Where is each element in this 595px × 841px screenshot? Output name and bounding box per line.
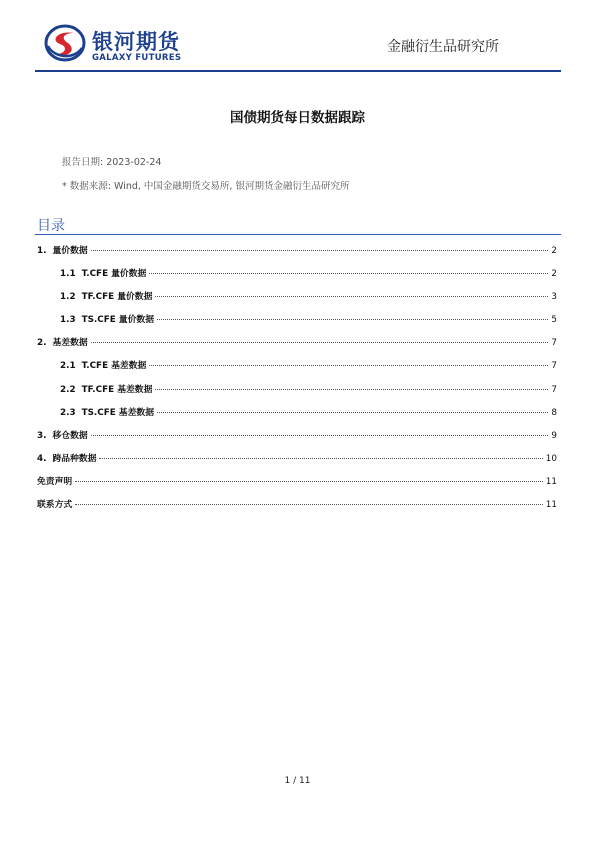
toc-dot-leader	[155, 389, 548, 390]
toc-heading: 目录	[37, 218, 65, 234]
toc-dot-leader	[157, 412, 548, 413]
toc-entry[interactable]	[37, 243, 557, 266]
toc-entry-page: 3	[551, 292, 557, 303]
toc-divider	[35, 234, 561, 235]
table-of-contents	[37, 243, 557, 520]
galaxy-futures-logo	[44, 24, 204, 66]
toc-entry[interactable]	[37, 335, 557, 358]
logo-text-cn: 银河期货	[92, 30, 180, 54]
toc-dot-leader	[75, 504, 543, 505]
toc-dot-leader	[155, 296, 548, 297]
toc-entry-page: 7	[551, 384, 557, 395]
toc-entry[interactable]	[37, 358, 557, 381]
report-date: 报告日期: 2023-02-24	[62, 157, 162, 168]
toc-entry-number: 1.	[37, 246, 47, 256]
toc-entry[interactable]	[37, 497, 557, 520]
toc-entry-label: 跨品种数据	[52, 453, 97, 464]
toc-dot-leader	[99, 458, 542, 459]
toc-entry-page: 2	[551, 246, 557, 256]
toc-entry[interactable]	[37, 382, 557, 405]
toc-entry-label: 移仓数据	[52, 430, 88, 441]
toc-entry-label: TS.CFE 量价数据	[81, 315, 154, 326]
toc-entry[interactable]	[37, 289, 557, 312]
logo-text-en: GALAXY FUTURES	[92, 53, 182, 63]
toc-entry[interactable]	[37, 474, 557, 497]
toc-entry-label: TF.CFE 基差数据	[81, 384, 153, 395]
page-number: 1 / 11	[284, 776, 311, 786]
toc-entry-page: 5	[551, 315, 557, 326]
toc-entry-page: 11	[545, 476, 557, 487]
toc-entry[interactable]	[37, 428, 557, 451]
toc-entry-label: 联系方式	[37, 500, 73, 511]
header-divider	[35, 70, 561, 72]
toc-entry-number: 2.	[37, 338, 47, 349]
page-header	[0, 0, 595, 74]
toc-entry-number: 3.	[37, 430, 47, 441]
toc-entry-number: 1.2	[60, 292, 76, 303]
toc-entry-page: 10	[545, 453, 557, 464]
toc-dot-leader	[91, 342, 549, 343]
toc-entry-page: 11	[545, 500, 557, 511]
toc-dot-leader	[91, 250, 549, 251]
toc-entry-label: T.CFE 量价数据	[81, 269, 147, 280]
toc-entry-page: 7	[551, 338, 557, 349]
toc-entry[interactable]	[37, 405, 557, 428]
toc-entry-label: T.CFE 基差数据	[81, 361, 147, 372]
galaxy-logo-icon	[44, 24, 86, 62]
document-title: 国债期货每日数据跟踪	[230, 110, 365, 126]
toc-dot-leader	[149, 365, 548, 366]
toc-entry[interactable]	[37, 312, 557, 335]
toc-entry-number: 1.1	[60, 269, 76, 280]
toc-entry-number: 2.1	[60, 361, 76, 372]
toc-dot-leader	[149, 273, 548, 274]
toc-dot-leader	[91, 435, 549, 436]
toc-entry-number: 1.3	[60, 315, 76, 326]
department-name: 金融衍生品研究所	[387, 39, 499, 55]
toc-entry[interactable]	[37, 266, 557, 289]
toc-entry-label: TS.CFE 基差数据	[81, 407, 154, 418]
toc-entry-label: 量价数据	[52, 246, 88, 256]
toc-entry-label: 免责声明	[37, 476, 73, 487]
toc-entry-number: 2.3	[60, 407, 76, 418]
toc-entry-page: 7	[551, 361, 557, 372]
toc-entry-label: 基差数据	[52, 338, 88, 349]
toc-entry-page: 8	[551, 407, 557, 418]
toc-entry-page: 9	[551, 430, 557, 441]
toc-dot-leader	[75, 481, 543, 482]
toc-entry-page: 2	[551, 269, 557, 280]
toc-entry[interactable]	[37, 451, 557, 474]
toc-entry-number: 4.	[37, 453, 47, 464]
toc-dot-leader	[157, 319, 548, 320]
toc-entry-number: 2.2	[60, 384, 76, 395]
data-source-note: * 数据来源: Wind, 中国金融期货交易所, 银河期货金融衍生品研究所	[62, 181, 350, 192]
toc-entry-label: TF.CFE 量价数据	[81, 292, 153, 303]
